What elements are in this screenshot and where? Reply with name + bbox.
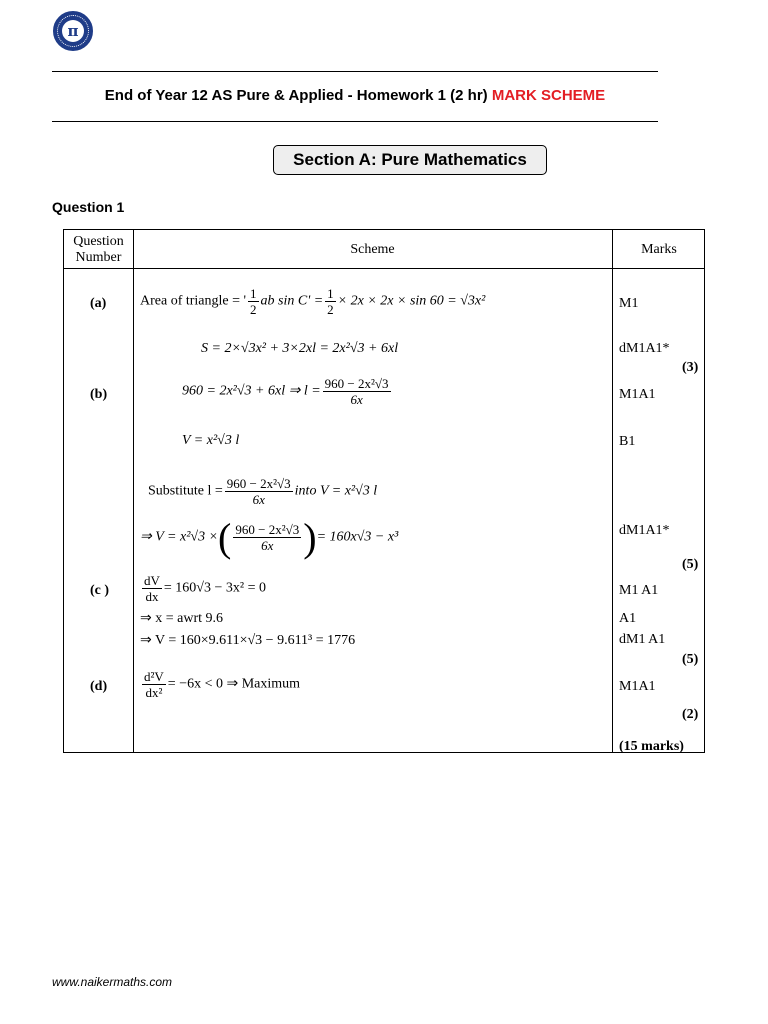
part-label: (a) [90,296,107,311]
title-main: End of Year 12 AS Pure & Applied - Homework 1 (2 hr) [104,87,488,104]
part-label: (d) [90,679,108,694]
scheme-line-c2: ⇒ x = awrt 9.6 [140,611,224,626]
title-highlight: MARK SCHEME [491,87,606,104]
mark: dM1 A1 [619,632,666,647]
scheme-line-c1: $\frac{dV}{dx}$ = 160√3 − 3x² = 0 [144,573,266,604]
header-divider [64,268,704,269]
scheme-line-b4: ⇒ V = x²√3 ×( $\frac{\text{960 − 2x²√3}}{6x}$ )= 160x√3 − x³ [140,515,399,560]
mark: A1 [619,611,637,626]
mark: M1 A1 [619,583,659,598]
mark: dM1A1* [619,523,670,538]
naikermaths-logo-icon [53,11,93,51]
header-question-number: Question Number [73,234,124,265]
question-label: Question 1 [52,199,125,215]
part-label: (c ) [90,583,110,598]
mark-scheme-table [63,229,705,753]
total-marks: (15 marks) [619,739,684,754]
column-divider [133,230,134,752]
scheme-line-a1: Area of triangle = ' $\frac{1}{2}$ ab sin C' = $\frac{1}{2}$ × 2x × 2x × sin 60 = √3x² [140,286,486,317]
part-label: (b) [90,387,108,402]
mark: M1A1 [619,387,656,402]
pi-symbol: π [62,20,84,42]
scheme-line-d1: $\frac{\text{d²V}}{\text{dx²}}$ = −6x < 0 ⇒ Maximum [144,669,301,700]
scheme-line-c3: ⇒ V = 160×9.611×√3 − 9.611³ = 1776 [140,633,356,648]
column-divider [612,230,613,752]
bottom-rule [52,121,658,122]
section-title: Section A: Pure Mathematics [273,145,547,175]
subtotal: (5) [682,557,699,572]
scheme-line-b2: V = x²√3 l [182,433,240,448]
footer-url: www.naikermaths.com [52,975,173,989]
header-scheme: Scheme [350,242,395,257]
scheme-line-b1: 960 = 2x²√3 + 6xl ⇒ l = $\frac{\text{960 − 2x²√3}}{6x}$ [182,376,389,407]
subtotal: (5) [682,652,699,667]
header-marks: Marks [641,242,677,257]
mark: M1 [619,296,639,311]
mark: dM1A1* [619,341,670,356]
mark: M1A1 [619,679,656,694]
document-title [52,87,658,104]
scheme-line-b3: Substitute l = $\frac{\text{960 − 2x²√3}}{6x}$ into V = x²√3 l [148,476,378,507]
subtotal: (3) [682,360,699,375]
mark: B1 [619,434,636,449]
top-rule [52,71,658,72]
scheme-line-a2: S = 2×√3x² + 3×2xl = 2x²√3 + 6xl [201,341,399,356]
subtotal: (2) [682,707,699,722]
